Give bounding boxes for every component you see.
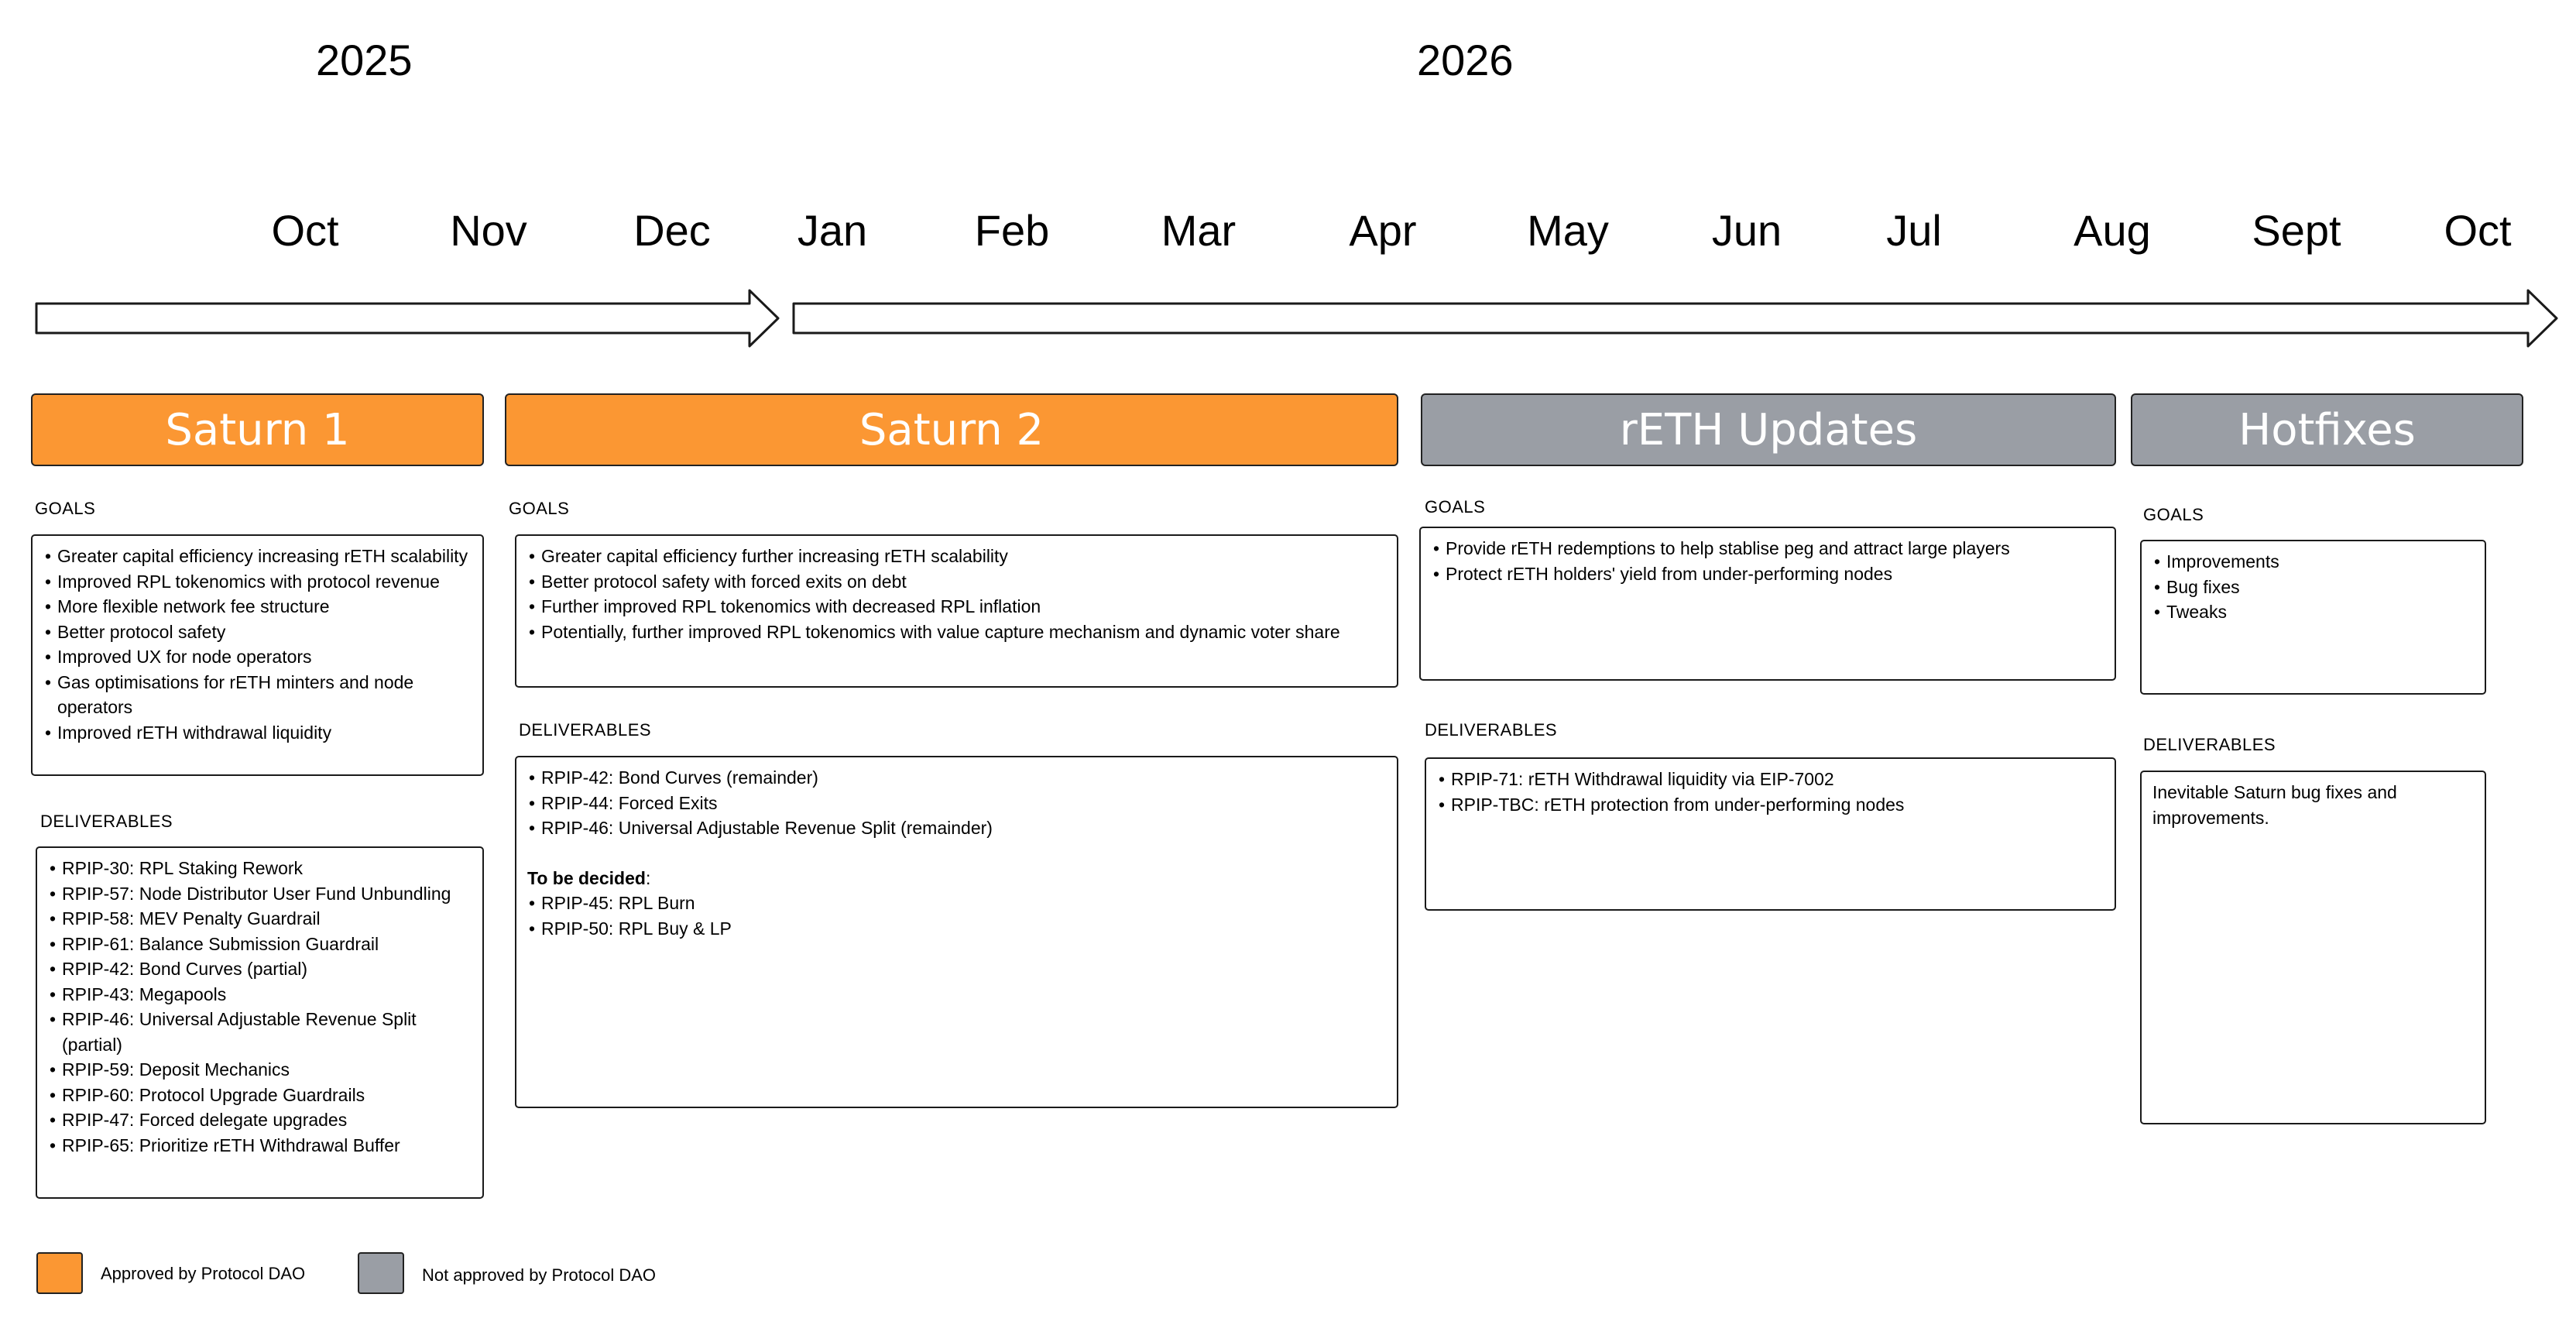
list-item: • RPIP-57: Node Distributor User Fund Unbundling	[48, 881, 472, 907]
list-item: • RPIP-46: Universal Adjustable Revenue Split (partial)	[48, 1007, 472, 1057]
list-item: • RPIP-50: RPL Buy & LP	[527, 916, 1386, 942]
list-item: • RPIP-42: Bond Curves (partial)	[48, 956, 472, 982]
saturn2-goals-label: GOALS	[509, 499, 570, 518]
legend-approved-label: Approved by Protocol DAO	[101, 1264, 306, 1283]
month-apr: Apr	[1349, 206, 1417, 255]
legend-not-approved-label: Not approved by Protocol DAO	[422, 1265, 657, 1285]
hotfixes-deliverables-label: DELIVERABLES	[2143, 735, 2276, 754]
legend-approved-swatch	[36, 1252, 83, 1294]
phase-saturn-1: Saturn 1	[31, 393, 484, 466]
list-item: • Greater capital efficiency increasing rETH scalability	[43, 544, 472, 569]
saturn1-goals-label: GOALS	[35, 499, 96, 518]
list-item: • RPIP-61: Balance Submission Guardrail	[48, 932, 472, 957]
phase-reth-updates: rETH Updates	[1421, 393, 2116, 466]
month-nov: Nov	[450, 206, 527, 255]
tbd-colon: :	[645, 867, 651, 888]
hotfixes-deliverables-box	[2140, 771, 2486, 1124]
list-item: • Gas optimisations for rETH minters and node operators	[43, 670, 472, 720]
list-item: • RPIP-65: Prioritize rETH Withdrawal Buffer	[48, 1133, 472, 1159]
month-may: May	[1527, 206, 1609, 255]
hotfixes-goals-box	[2140, 540, 2486, 695]
list-item: • Improved UX for node operators	[43, 644, 472, 670]
saturn2-goals-box	[515, 534, 1398, 688]
list-item: • RPIP-59: Deposit Mechanics	[48, 1057, 472, 1083]
saturn1-goals-box	[31, 534, 484, 776]
phase-saturn-2: Saturn 2	[505, 393, 1398, 466]
list-item: • Improved rETH withdrawal liquidity	[43, 720, 472, 746]
timeline-arrows	[0, 0, 2576, 372]
list-item: • Tweaks	[2152, 599, 2474, 625]
month-oct-2025: Oct	[271, 206, 339, 255]
saturn1-deliverables-box	[36, 846, 484, 1199]
saturn2-deliverables-box	[515, 756, 1398, 1108]
list-item: • RPIP-30: RPL Staking Rework	[48, 856, 472, 881]
month-jun: Jun	[1711, 206, 1782, 255]
tbd-heading-line	[527, 866, 1386, 891]
list-item: • Protect rETH holders' yield from under-performing nodes	[1432, 561, 2104, 587]
month-jul: Jul	[1886, 206, 1942, 255]
saturn1-deliverables-label: DELIVERABLES	[40, 812, 173, 831]
list-item: • Greater capital efficiency further increasing rETH scalability	[527, 544, 1386, 569]
tbd-heading: To be decided	[527, 867, 646, 888]
list-item: • RPIP-TBC: rETH protection from under-performing nodes	[1437, 792, 2104, 818]
list-item: • Improvements	[2152, 549, 2474, 575]
reth-goals-box	[1419, 527, 2116, 681]
year-2026: 2026	[1417, 36, 1514, 84]
reth-deliverables-box	[1425, 757, 2116, 911]
month-oct-2026: Oct	[2444, 206, 2512, 255]
list-item: • RPIP-44: Forced Exits	[527, 791, 1386, 816]
month-mar: Mar	[1161, 206, 1237, 255]
list-item: • RPIP-60: Protocol Upgrade Guardrails	[48, 1083, 472, 1108]
list-item: • RPIP-58: MEV Penalty Guardrail	[48, 906, 472, 932]
hotfixes-goals-label: GOALS	[2143, 505, 2204, 524]
list-item: • RPIP-42: Bond Curves (remainder)	[527, 765, 1386, 791]
list-item: • RPIP-43: Megapools	[48, 982, 472, 1007]
list-item: • RPIP-71: rETH Withdrawal liquidity via EIP-7002	[1437, 767, 2104, 792]
list-item: • RPIP-45: RPL Burn	[527, 891, 1386, 916]
list-item: • Potentially, further improved RPL tokenomics with value capture mechanism and dynamic voter share	[527, 620, 1386, 645]
saturn2-deliverables-label: DELIVERABLES	[519, 720, 652, 740]
hotfixes-deliverables-text: Inevitable Saturn bug fixes and improvements.	[2152, 782, 2397, 828]
list-item: • Further improved RPL tokenomics with decreased RPL inflation	[527, 594, 1386, 620]
month-feb: Feb	[974, 206, 1050, 255]
month-jan: Jan	[797, 206, 868, 255]
month-aug: Aug	[2073, 206, 2151, 255]
list-item: • Bug fixes	[2152, 575, 2474, 600]
month-sept: Sept	[2252, 206, 2341, 255]
year-2025: 2025	[316, 36, 413, 84]
reth-goals-label: GOALS	[1425, 497, 1486, 517]
list-item: • Better protocol safety	[43, 620, 472, 645]
list-item: • Better protocol safety with forced exits on debt	[527, 569, 1386, 595]
timeline-arrow-2025	[36, 290, 778, 346]
list-item: • RPIP-46: Universal Adjustable Revenue Split (remainder)	[527, 815, 1386, 841]
list-item: • Provide rETH redemptions to help stablise peg and attract large players	[1432, 536, 2104, 561]
legend-not-approved-swatch	[358, 1252, 404, 1294]
list-item: • More flexible network fee structure	[43, 594, 472, 620]
list-item: • RPIP-47: Forced delegate upgrades	[48, 1107, 472, 1133]
reth-deliverables-label: DELIVERABLES	[1425, 720, 1558, 740]
list-item: • Improved RPL tokenomics with protocol revenue	[43, 569, 472, 595]
timeline-arrow-2026	[794, 290, 2557, 346]
month-dec: Dec	[633, 206, 711, 255]
phase-hotfixes: Hotfixes	[2131, 393, 2523, 466]
